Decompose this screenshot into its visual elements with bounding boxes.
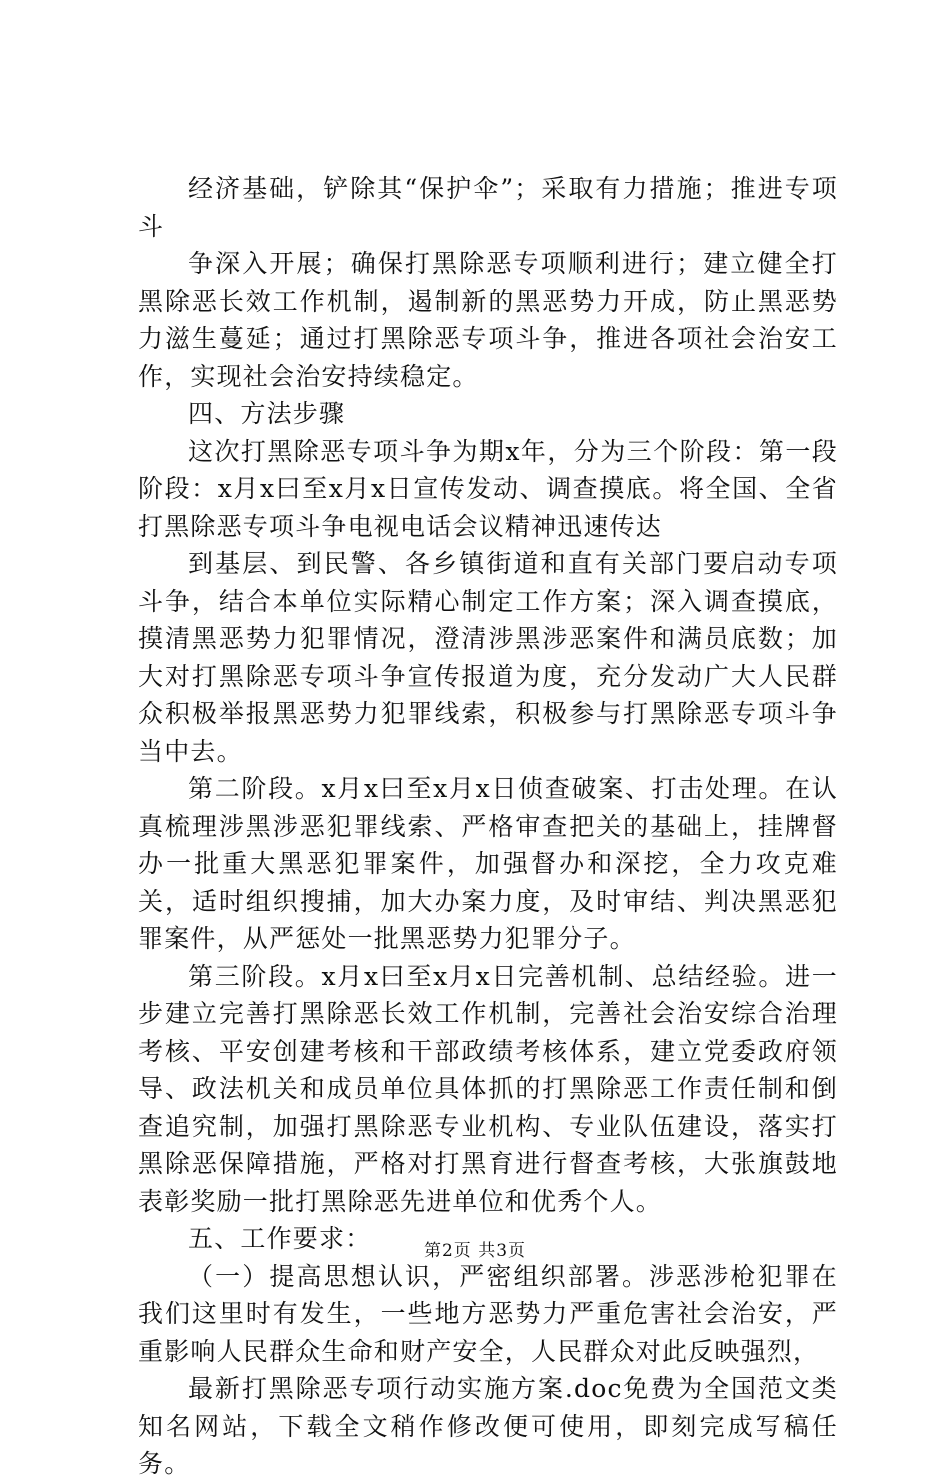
section-heading-requirements: 五、工作要求：: [188, 1224, 372, 1253]
paragraph-2: 争深入开展；确保打黑除恶专项顺利进行；建立健全打黑除恶长效工作机制，遏制新的黑恶势力开成，防止黑恶势力滋生蔓延；通过打黑除恶专项斗争，推进各项社会治安工作，实现社会治安持续稳定。: [138, 249, 838, 391]
paragraph-download-note: 最新打黑除恶专项行动实施方案.doc免费为全国范文类知名网站，下载全文稍作修改便可使用，即刻完成写稿任务。: [138, 1374, 838, 1478]
paragraph-phase-2: 第二阶段。x月x曰至x月x日侦查破案、打击处理。在认真梳理涉黑涉恶犯罪线索、严格审查把关的基础上，挂牌督办一批重大黑恶犯罪案件，加强督办和深挖，全力攻克难关，适时组织搜捕，加大办案力度，及时审结、判决黑恶犯罪案件，从严惩处一批黑恶势力犯罪分子。: [138, 774, 838, 953]
paragraph-requirement-1: （一）提高思想认识，严密组织部署。涉恶涉枪犯罪在我们这里时有发生，一些地方恶势力严重危害社会治安，严重影响人民群众生命和财产安全，人民群众对此反映强烈，: [138, 1261, 838, 1366]
document-body: [138, 170, 838, 1483]
paragraph-4: 到基层、到民警、各乡镇街道和直有关部门要启动专项斗争，结合本单位实际精心制定工作方案；深入调查摸底，摸清黑恶势力犯罪情况，澄清涉黑涉恶案件和满员底数；加大对打黑除恶专项斗争宣传报道为度，充分发动广大人民群众积极举报黑恶势力犯罪线索，积极参与打黑除恶专项斗争当中去。: [138, 549, 838, 766]
paragraph-1: 经济基础，铲除其“保护伞”；采取有力措施；推进专项斗: [138, 174, 838, 241]
paragraph-3: 这次打黑除恶专项斗争为期x年，分为三个阶段：第一段阶段：x月x曰至x月x日宣传发动、调查摸底。将全国、全省打黑除恶专项斗争电视电话会议精神迅速传达: [138, 436, 838, 541]
page-footer: 第2页 共3页: [423, 1241, 527, 1261]
paragraph-phase-3: 第三阶段。x月x曰至x月x日完善机制、总结经验。进一步建立完善打黑除恶长效工作机制，完善社会治安综合治理考核、平安创建考核和干部政绩考核体系，建立党委政府领导、政法机关和成员单位具体抓的打黑除恶工作责任制和倒查追究制，加强打黑除恶专业机构、专业队伍建设，落实打黑除恶保障措施，严格对打黑育进行督查考核，大张旗鼓地表彰奖励一批打黑除恶先进单位和优秀个人。: [138, 961, 838, 1216]
section-heading-methods: 四、方法步骤: [188, 399, 346, 428]
